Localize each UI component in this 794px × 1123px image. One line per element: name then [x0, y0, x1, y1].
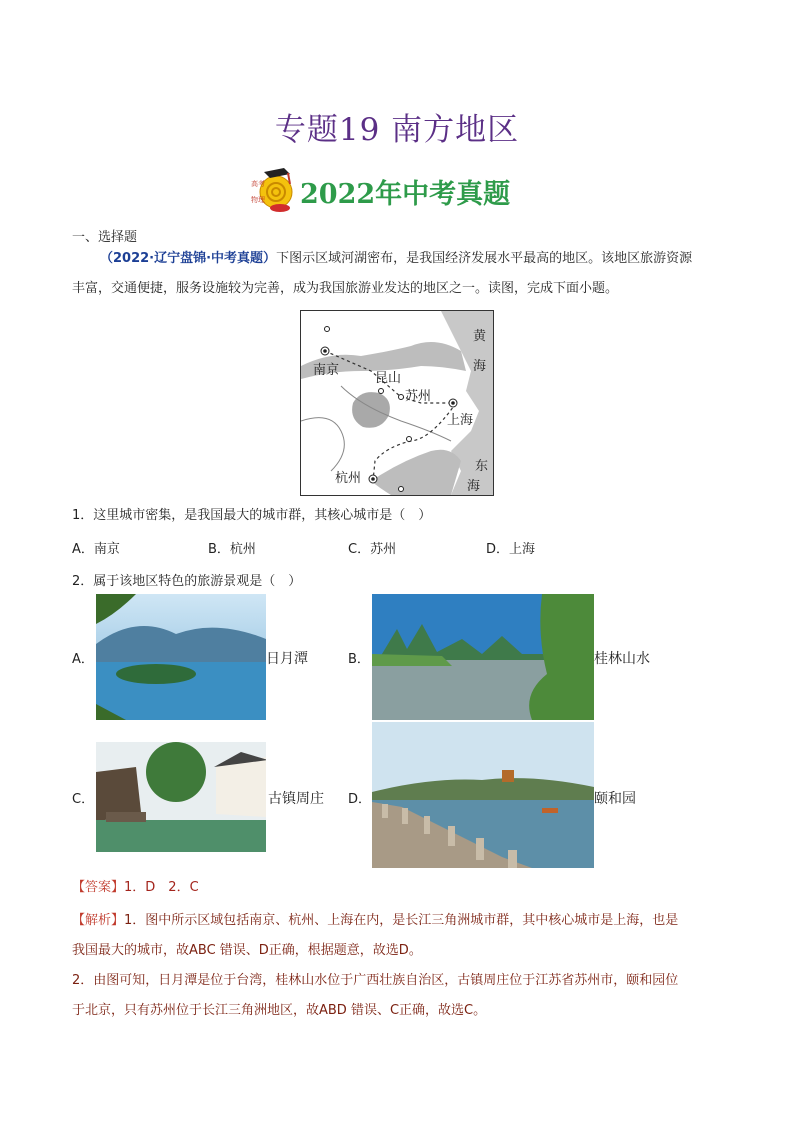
- page-title: 专题19 南方地区: [274, 112, 520, 148]
- map-label: 东: [475, 459, 489, 474]
- yangtze-delta-map: [300, 310, 494, 496]
- map-label: 昆山: [375, 371, 402, 386]
- q1-option-d: D．上海: [486, 542, 536, 557]
- q1-option-c: C．苏州: [348, 542, 397, 557]
- page-subtitle: 2022年中考真题: [300, 179, 511, 210]
- intro-line-2: 丰富，交通便捷，服务设施较为完善，成为我国旅游业发达的地区之一。读图，完成下面小题。: [72, 281, 619, 296]
- map-label: 南京: [313, 363, 340, 378]
- summer-palace-photo: [372, 722, 594, 868]
- analysis-p2-line2: 于北京，只有苏州位于长江三角洲地区，故ABD 错误、C正确，故选C。: [72, 1003, 487, 1018]
- map-label: 苏州: [405, 389, 432, 404]
- svg-text:物理: 物理: [251, 196, 265, 204]
- analysis-block: [72, 906, 732, 1026]
- map-label: 上海: [447, 413, 474, 428]
- q2-option-c-letter: C．: [72, 792, 95, 807]
- question-source: （2022·辽宁盘锦·中考真题）: [100, 251, 277, 266]
- analysis-label: 【解析】: [72, 913, 125, 928]
- q1-option-a: A．南京: [72, 542, 120, 557]
- section-heading: 一、选择题: [72, 230, 138, 245]
- intro-line-1: 下图示区域河湖密布，是我国经济发展水平最高的地区。该地区旅游资源: [276, 251, 693, 266]
- svg-text:高考: 高考: [251, 180, 265, 188]
- q2-option-a-caption: 日月潭: [266, 651, 308, 667]
- mascot-logo: [250, 164, 298, 212]
- q2-option-d-letter: D．: [348, 792, 372, 807]
- guilin-landscape-photo: [372, 594, 594, 720]
- analysis-p2-line1: 2．由图可知，日月潭是位于台湾，桂林山水位于广西壮族自治区，古镇周庄位于江苏省苏州市，颐和园位: [72, 973, 679, 988]
- map-label: 杭州: [335, 471, 362, 486]
- q2-option-c-caption: 古镇周庄: [268, 791, 324, 807]
- q2-option-d-caption: 颐和园: [594, 791, 636, 807]
- map-label: 海: [467, 479, 481, 494]
- answer-line: [72, 876, 199, 895]
- intro-paragraph: [72, 244, 722, 304]
- analysis-p1-line1: 1．图中所示区域包括南京、杭州、上海在内，是长江三角洲城市群，其中核心城市是上海，也是: [124, 913, 679, 928]
- q1-option-b: B．杭州: [208, 542, 256, 557]
- sun-moon-lake-photo: [96, 594, 266, 720]
- zhouzhuang-town-photo: [96, 742, 266, 852]
- map-label: 海: [473, 359, 487, 374]
- q2-option-b-caption: 桂林山水: [594, 651, 650, 667]
- answer-text: 1．D 2．C: [124, 880, 199, 895]
- map-label: 黄: [473, 329, 487, 344]
- analysis-p1-line2: 我国最大的城市，故ABC 错误、D正确，根据题意，故选D。: [72, 943, 422, 958]
- q2-option-b-letter: B．: [348, 652, 370, 667]
- q2-option-a-letter: A．: [72, 652, 94, 667]
- answer-label: 【答案】: [72, 880, 125, 895]
- question-1-stem: 1．这里城市密集，是我国最大的城市群，其核心城市是（ ）: [72, 508, 432, 523]
- question-2-stem: 2．属于该地区特色的旅游景观是（ ）: [72, 574, 302, 589]
